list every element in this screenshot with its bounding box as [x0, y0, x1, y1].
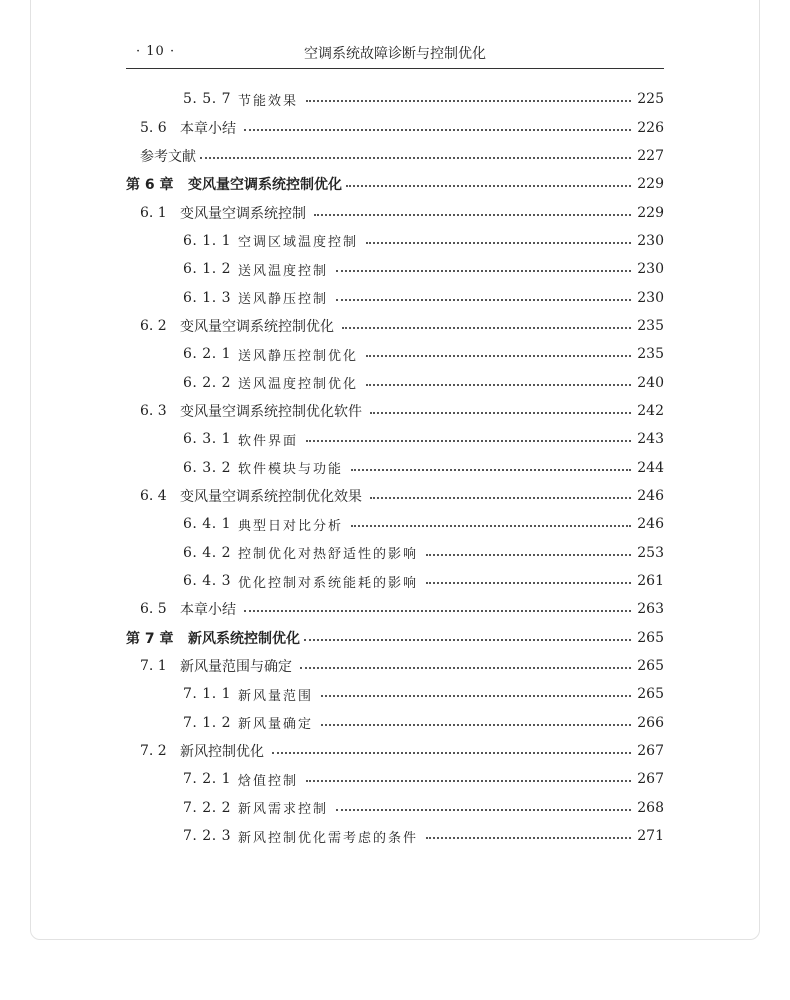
dot-leader	[306, 780, 631, 782]
toc-entry-title: 送风温度控制优化	[238, 377, 359, 393]
toc-entry-number: 6. 4. 1	[183, 516, 232, 533]
toc-entry-title: 变风量空调系统控制优化效果	[180, 488, 362, 505]
toc-entry-number: 6. 1	[140, 204, 167, 221]
toc-entry-page: 230	[637, 232, 664, 249]
dot-leader	[304, 639, 631, 641]
toc-entry-number: 6. 4. 2	[183, 544, 232, 561]
toc-section-entry	[126, 482, 664, 510]
toc-entry-page: 268	[637, 799, 664, 816]
dot-leader	[426, 582, 631, 584]
toc-subsection-entry	[126, 453, 664, 481]
toc-subsection-entry	[126, 425, 664, 453]
dot-leader	[321, 695, 631, 697]
toc-entry-page: 235	[637, 346, 664, 363]
toc-entry-number: 6. 4. 3	[183, 573, 232, 590]
toc-entry-title: 新风控制优化需考虑的条件	[238, 830, 419, 846]
toc-entry-number: 6. 1. 1	[183, 232, 232, 249]
toc-entry-page: 225	[637, 91, 664, 108]
toc-section-entry	[126, 652, 664, 680]
dot-leader	[244, 610, 631, 612]
toc-entry-page: 267	[637, 771, 664, 788]
toc-subsection-entry	[126, 539, 664, 567]
dot-leader	[244, 129, 631, 131]
toc-entry-page: 267	[637, 743, 664, 760]
toc-entry-number: 7. 2	[140, 743, 167, 760]
toc-entry-number: 5. 5. 7	[183, 91, 232, 108]
toc-subsection-entry	[126, 822, 664, 850]
toc-entry-number: 6. 1. 2	[183, 261, 232, 278]
toc-subsection-entry	[126, 255, 664, 283]
toc-entry-page: 240	[637, 374, 664, 391]
toc-entry-page: 261	[637, 573, 664, 590]
toc-entry-page: 271	[637, 828, 664, 845]
toc-entry-number: 7. 1. 2	[183, 714, 232, 731]
toc-section-entry	[126, 198, 664, 226]
toc-subsection-entry	[126, 765, 664, 793]
toc-entry-title: 参考文献	[140, 148, 196, 165]
toc-entry-title: 新风量确定	[238, 717, 314, 733]
toc-subsection-entry	[126, 85, 664, 113]
toc-entry-title: 变风量空调系统控制	[180, 205, 306, 222]
toc-subsection-entry	[126, 567, 664, 595]
running-title: 空调系统故障诊断与控制优化	[304, 46, 486, 62]
toc-entry-number: 6. 5	[140, 601, 167, 618]
toc-subsection-entry	[126, 283, 664, 311]
toc-entry-title: 控制优化对热舒适性的影响	[238, 547, 419, 563]
toc-entry-number: 6. 3. 1	[183, 431, 232, 448]
dot-leader	[426, 554, 631, 556]
toc-entry-title: 新风需求控制	[238, 802, 329, 818]
toc-subsection-entry	[126, 709, 664, 737]
table-of-contents	[126, 85, 664, 850]
toc-entry-page: 246	[637, 487, 664, 504]
dot-leader	[321, 724, 631, 726]
dot-leader	[314, 214, 631, 216]
toc-entry-title: 优化控制对系统能耗的影响	[238, 575, 419, 591]
toc-entry-title: 送风静压控制优化	[238, 348, 359, 364]
toc-section-entry	[126, 142, 664, 170]
dot-leader	[272, 752, 631, 754]
toc-subsection-entry	[126, 794, 664, 822]
page-header	[126, 42, 664, 69]
toc-entry-page: 265	[637, 658, 664, 675]
toc-entry-title: 软件模块与功能	[238, 462, 344, 478]
dot-leader	[336, 809, 631, 811]
toc-entry-title: 本章小结	[180, 602, 236, 619]
toc-entry-number: 7. 1. 1	[183, 686, 232, 703]
toc-entry-title: 焓值控制	[238, 773, 299, 789]
toc-entry-number: 6. 3. 2	[183, 459, 232, 476]
toc-entry-page: 235	[637, 317, 664, 334]
toc-entry-page: 265	[637, 629, 664, 646]
toc-entry-page: 229	[637, 176, 664, 193]
toc-entry-page: 230	[637, 261, 664, 278]
dot-leader	[346, 185, 631, 187]
toc-section-entry	[126, 113, 664, 141]
dot-leader	[426, 837, 631, 839]
toc-entry-title: 空调区域温度控制	[238, 235, 359, 251]
toc-entry-number: 6. 2	[140, 317, 167, 334]
toc-entry-title: 变风量空调系统控制优化	[188, 177, 342, 194]
dot-leader	[366, 384, 631, 386]
toc-entry-title: 软件界面	[238, 433, 299, 449]
toc-chapter-entry	[126, 624, 664, 652]
toc-entry-title: 新风控制优化	[180, 744, 264, 761]
toc-section-entry	[126, 397, 664, 425]
toc-section-entry	[126, 595, 664, 623]
dot-leader	[200, 157, 631, 159]
toc-entry-number: 第 7 章	[126, 630, 174, 647]
toc-entry-title: 本章小结	[180, 120, 236, 137]
toc-chapter-entry	[126, 170, 664, 198]
dot-leader	[351, 525, 631, 527]
dot-leader	[370, 497, 631, 499]
toc-entry-number: 6. 4	[140, 487, 167, 504]
toc-entry-title: 新风量范围	[238, 688, 314, 704]
toc-entry-number: 6. 2. 1	[183, 346, 232, 363]
dot-leader	[336, 299, 631, 301]
toc-entry-number: 6. 2. 2	[183, 374, 232, 391]
dot-leader	[300, 667, 631, 669]
toc-subsection-entry	[126, 340, 664, 368]
toc-subsection-entry	[126, 510, 664, 538]
toc-entry-title: 节能效果	[238, 93, 299, 109]
toc-entry-page: 253	[637, 544, 664, 561]
toc-entry-page: 226	[637, 119, 664, 136]
page-number: · 10 ·	[136, 44, 176, 59]
toc-entry-page: 242	[637, 402, 664, 419]
toc-entry-number: 6. 3	[140, 402, 167, 419]
toc-entry-title: 典型日对比分析	[238, 518, 344, 534]
dot-leader	[366, 242, 631, 244]
toc-entry-number: 6. 1. 3	[183, 289, 232, 306]
toc-entry-page: 246	[637, 516, 664, 533]
toc-entry-page: 244	[637, 459, 664, 476]
dot-leader	[306, 100, 631, 102]
toc-entry-number: 7. 1	[140, 658, 167, 675]
dot-leader	[370, 412, 631, 414]
toc-subsection-entry	[126, 680, 664, 708]
toc-entry-number: 7. 2. 2	[183, 799, 232, 816]
toc-entry-page: 265	[637, 686, 664, 703]
toc-entry-title: 送风温度控制	[238, 263, 329, 279]
toc-entry-number: 7. 2. 3	[183, 828, 232, 845]
dot-leader	[336, 270, 631, 272]
toc-entry-page: 243	[637, 431, 664, 448]
toc-entry-page: 230	[637, 289, 664, 306]
toc-entry-title: 送风静压控制	[238, 292, 329, 308]
dot-leader	[366, 355, 631, 357]
dot-leader	[351, 469, 631, 471]
toc-entry-title: 变风量空调系统控制优化	[180, 318, 334, 335]
toc-entry-page: 263	[637, 601, 664, 618]
toc-entry-title: 新风量范围与确定	[180, 659, 292, 676]
toc-section-entry	[126, 312, 664, 340]
toc-entry-number: 7. 2. 1	[183, 771, 232, 788]
toc-entry-page: 227	[637, 147, 664, 164]
toc-entry-title: 新风系统控制优化	[188, 630, 300, 647]
toc-subsection-entry	[126, 368, 664, 396]
toc-entry-title: 变风量空调系统控制优化软件	[180, 403, 362, 420]
toc-entry-number: 第 6 章	[126, 177, 174, 194]
toc-entry-page: 266	[637, 714, 664, 731]
toc-entry-page: 229	[637, 204, 664, 221]
toc-entry-number: 5. 6	[140, 119, 167, 136]
toc-subsection-entry	[126, 227, 664, 255]
toc-section-entry	[126, 737, 664, 765]
dot-leader	[342, 327, 631, 329]
dot-leader	[306, 440, 631, 442]
